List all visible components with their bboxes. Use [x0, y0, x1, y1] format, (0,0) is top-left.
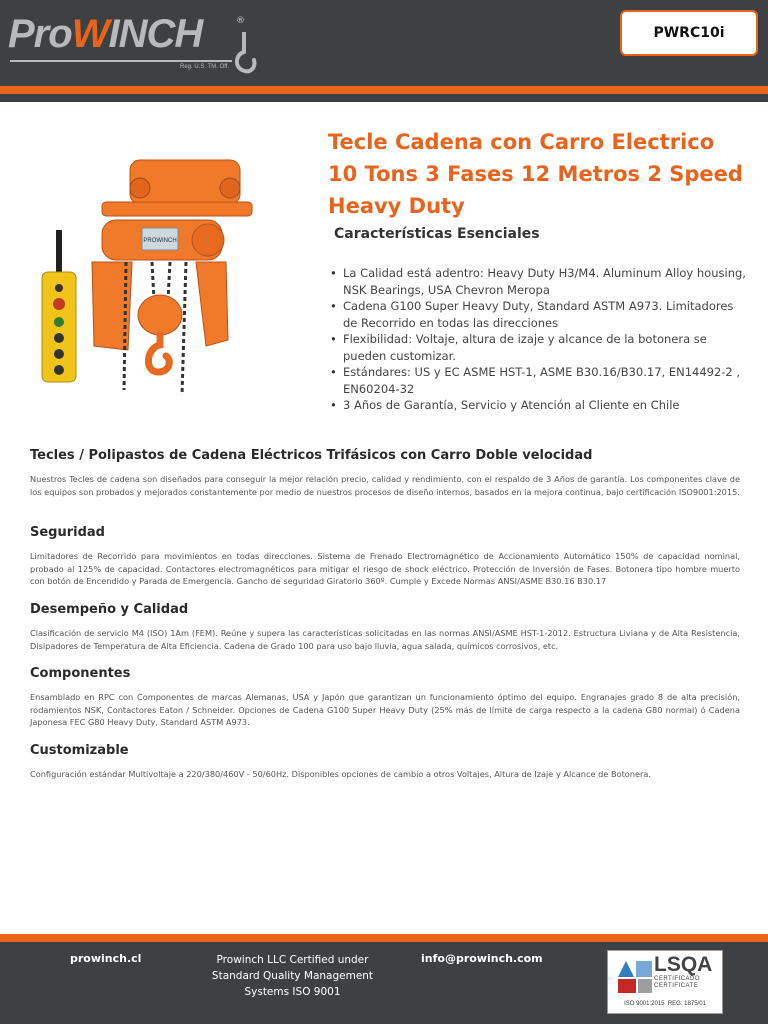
logo-trademark: Reg. U.S. TM. Off. — [180, 64, 230, 70]
section-text: Configuración estándar Multivoltaje a 220/380/460V - 50/60Hz. Disponibles opciones de cambio a otros Voltajes, Altura de Izaje y Alcance de Botonera. — [30, 769, 652, 779]
section-text: Nuestros Tecles de cadena son diseñados para conseguir la mejor relación precio, calidad y rendimiento, con el respaldo de 3 Años de garantía. Los componentes clave de los equipos son probados y mejorados constantemente por medio de nuestros procesos de diseño internos, basados en la mejora continua, bajo certificación ISO9001:2015. — [30, 474, 740, 497]
section-customizable — [30, 743, 740, 781]
logo-underline — [10, 60, 232, 62]
hoist-plate-label: PROWINCH — [143, 238, 177, 244]
section-safety — [30, 525, 740, 588]
header-bar — [0, 0, 768, 86]
section-text: Limitadores de Recorrido para movimientos en todas direcciones. Sistema de Frenado Electromagnético de Accionamiento Automático 150% de capacidad nominal, probado al 125% de capacidad. Contactores electromagnéticos para mitigar el riesgo de shock eléctrico. Protección de Inversión de Fases. Botonera tipo hombre muerto con botón de Encendido y Parada de Emergencia. Gancho de seguridad Giratorio 360º. Cumple y Excede Normas ANSI/ASME B30.16 B30.17 — [30, 551, 740, 586]
section-text: Ensamblado en RPC con Componentes de marcas Alemanas, USA y Japón que garantizan un funcionamiento óptimo del equipo. Engranajes grado 8 de alta precisión, rodamientos NSK, Contactores Eaton / Schneider. Opciones de Cadena G100 Super Heavy Duty (25% más de límite de carga respecto a la cadena G80 normal) ó Cadena Japonesa FEC G80 Heavy Duty, Standard ASTM A973. — [30, 692, 740, 727]
hook-icon — [232, 32, 258, 76]
website-link[interactable]: prowinch.cl — [70, 952, 142, 965]
section-heading: Componentes — [30, 666, 131, 681]
registered-mark: ® — [236, 16, 245, 26]
header-dark-stripe — [0, 94, 768, 102]
section-heading: Seguridad — [30, 525, 105, 540]
email-link[interactable]: info@prowinch.com — [421, 952, 543, 965]
section-performance — [30, 602, 740, 652]
logo-wordmark: ProWINCH — [8, 12, 203, 56]
features-heading: Características Esenciales — [334, 226, 540, 242]
feature-item: • La Calidad está adentro: Heavy Duty H3/M4. Aluminum Alloy housing, NSK Bearings, USA Chevron Meropa — [330, 265, 750, 298]
section-components — [30, 666, 740, 729]
chain-hoist-image — [30, 150, 300, 410]
section-heading: Tecles / Polipastos de Cadena Eléctricos Trifásicos con Carro Doble velocidad — [30, 448, 593, 463]
feature-item: • Estándares: US y EC ASME HST-1, ASME B30.16/B30.17, EN14492-2 , EN60204-32 — [330, 364, 750, 397]
model-code-badge: PWRC10i — [620, 10, 758, 56]
section-heading: Desempeño y Calidad — [30, 602, 189, 617]
section-heading: Customizable — [30, 743, 129, 758]
product-title: Tecle Cadena con Carro Electrico 10 Tons 3 Fases 12 Metros 2 Speed Heavy Duty — [328, 130, 743, 218]
lsqa-registration: ISO 9001:2015 REG: 1875/01 — [624, 1001, 706, 1007]
footer-accent-stripe — [0, 934, 768, 942]
lsqa-name: LSQA — [654, 953, 713, 976]
feature-item: • 3 Años de Garantía, Servicio y Atención al Cliente en Chile — [330, 397, 750, 414]
features-list — [330, 265, 750, 414]
prowinch-logo[interactable] — [8, 8, 258, 74]
certification-text: Prowinch LLC Certified under Standard Quality Management Systems ISO 9001 — [211, 954, 374, 998]
feature-item: • Cadena G100 Super Heavy Duty, Standard ASTM A973. Limitadores de Recorrido en todas las direcciones — [330, 298, 750, 331]
header-accent-stripe — [0, 86, 768, 94]
section-text: Clasificación de servicio M4 (ISO) 1Am (FEM). Reúne y supera las características solicitadas en las normas ANSI/ASME HST-1-2012. Estructura Liviana y de Alta Resistencia, Disipadores de Temperatura de Alta Eficiencia. Cadena de Grado 100 para uso bajo lluvia, agua salada, químicos corrosivos, etc. — [30, 628, 740, 651]
lsqa-subtitle: CERTIFICADO CERTIFICATE — [654, 976, 701, 989]
footer-bar — [0, 942, 768, 1024]
feature-item: • Flexibilidad: Voltaje, altura de izaje y alcance de la botonera se pueden customizar. — [330, 331, 750, 364]
section-intro — [30, 448, 740, 498]
lsqa-certificate-badge — [607, 950, 723, 1014]
